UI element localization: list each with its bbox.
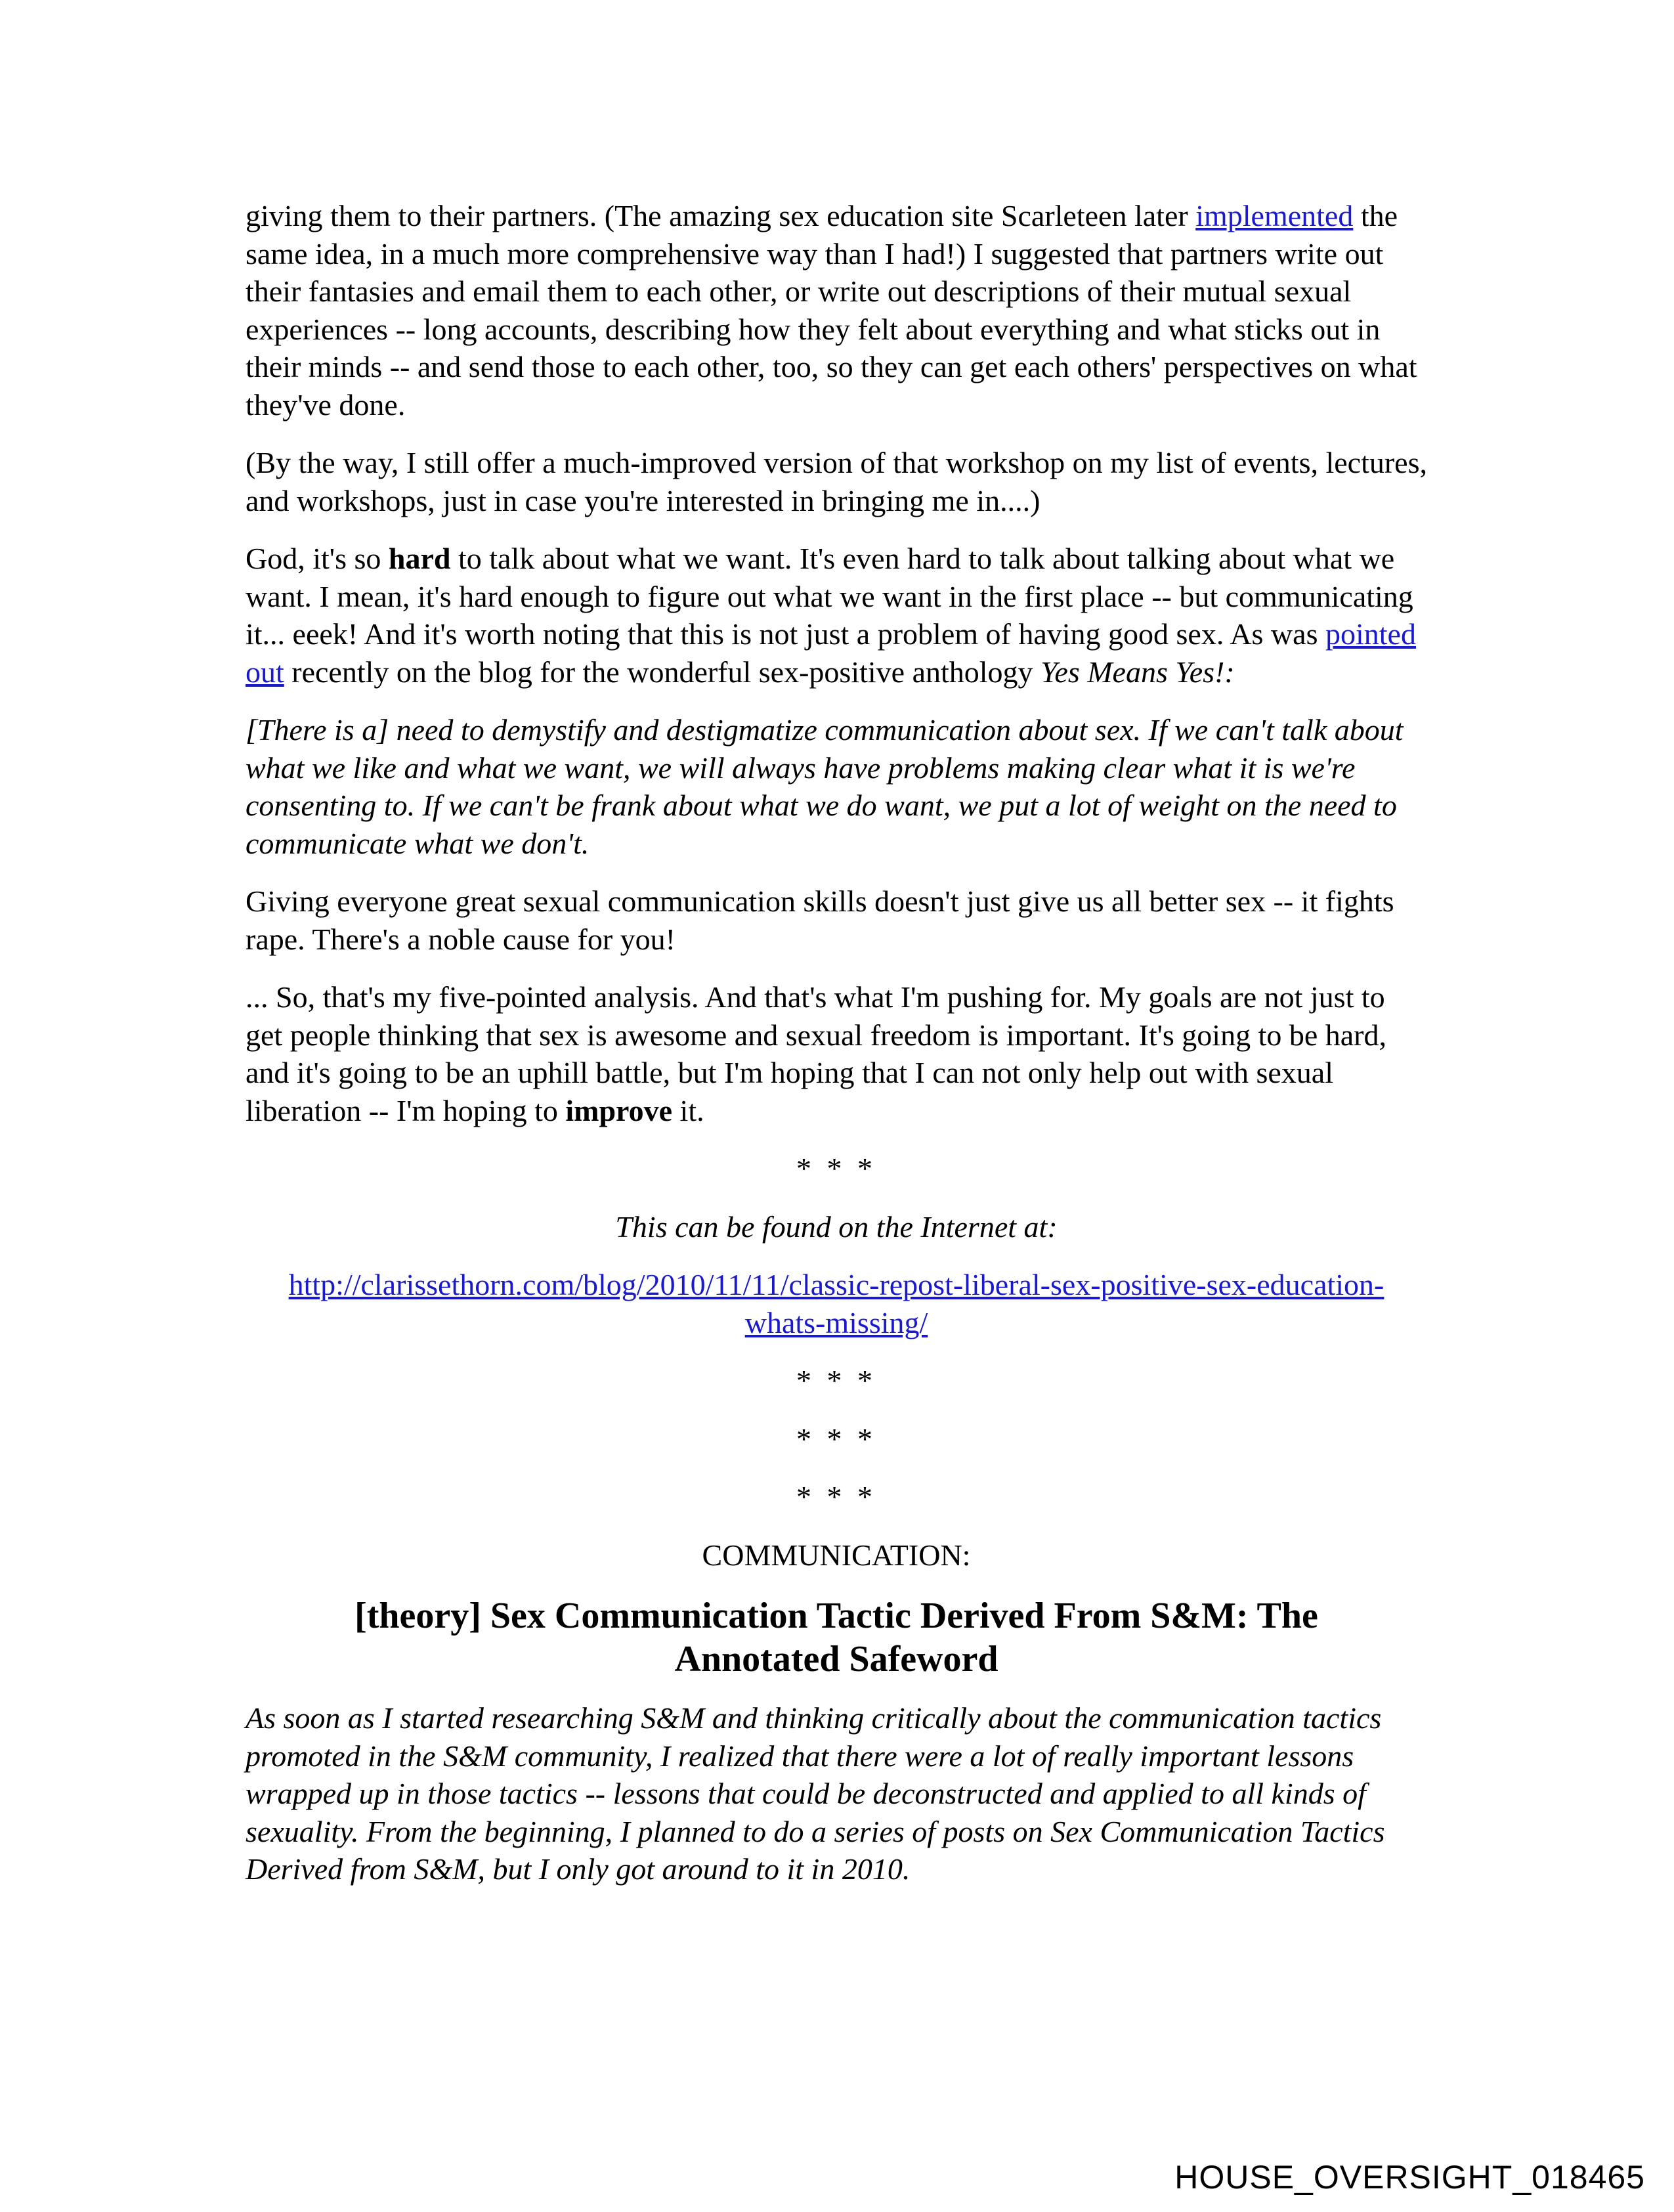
source-intro: This can be found on the Internet at:: [615, 1209, 1058, 1244]
paragraph-text: it.: [672, 1093, 704, 1127]
paragraph-text: God, it's so: [246, 542, 389, 575]
paragraph-text: ... So, that's my five-pointed analysis. And that's what I'm pushing for. My goals are not just to get people thinking that sex is awesome and sexual freedom is important. It's going to be hard, and it's going to be an uphill battle, but I'm hoping that I can not only help out with sexual liberation -- I'm hoping to: [246, 980, 1387, 1127]
document-id-footer: HOUSE_OVERSIGHT_018465: [1174, 2159, 1645, 2196]
paragraph-text: giving them to their partners. (The amazing sex education site Scarleteen later: [246, 199, 1196, 232]
article-intro: As soon as I started researching S&M and thinking critically about the communication tactics promoted in the S&M community, I realized that there were a lot of really important lessons wrapped up in those tactics -- lessons that could be deconstructed and applied to all kinds of sexuality. From the beginning, I planned to do a series of posts on Sex Communication Tactics Derived from S&M, but I only got around to it in 2010.: [246, 1701, 1385, 1886]
block-quote: [There is a] need to demystify and destigmatize communication about sex. If we can't talk about what we like and what we want, we will always have problems making clear what it is we're consenting to. If we can't be frank about what we do want, we put a lot of weight on the need to communicate what we don't.: [246, 713, 1404, 860]
paragraph-analysis: [246, 978, 1427, 1129]
separator: * * *: [796, 1152, 876, 1185]
pointed-out-link[interactable]: pointed out: [246, 617, 1416, 689]
separator: * * *: [796, 1364, 876, 1397]
paragraph-workshop-offer: (By the way, I still offer a much-improved version of that workshop on my list of events, lectures, and workshops, just in case you're interested in bringing me in....): [246, 446, 1427, 517]
separator: * * *: [796, 1421, 876, 1456]
implemented-link[interactable]: implemented: [1195, 199, 1354, 232]
paragraph-hard-to-talk: [246, 540, 1427, 691]
paragraph-text: the same idea, in a much more comprehensive way than I had!) I suggested that partners write out their fantasies and email them to each other, or write out descriptions of their mutual sexual experiences -- long accounts, describing how they felt about everything and what sticks out in their minds -- and send those to each other, too, so they can get each others' perspectives on what they've done.: [246, 199, 1417, 422]
section-label: COMMUNICATION:: [702, 1538, 971, 1572]
bold-emphasis: hard: [388, 542, 451, 575]
source-url-link[interactable]: http://clarissethorn.com/blog/2010/11/11/classic-repost-liberal-sex-positive-sex-education-whats-missing/: [288, 1268, 1384, 1339]
paragraph-fights-rape: Giving everyone great sexual communication skills doesn't just give us all better sex -- it fights rape. There's a noble cause for you!: [246, 884, 1394, 956]
paragraph-text: recently on the blog for the wonderful sex-positive anthology: [284, 655, 1041, 689]
bold-emphasis: improve: [565, 1093, 673, 1127]
separator: * * *: [796, 1480, 876, 1513]
document-page: [246, 197, 1427, 1909]
book-title: Yes Means Yes!:: [1041, 655, 1235, 689]
article-title: [theory] Sex Communication Tactic Derived From S&M: The Annotated Safeword: [354, 1595, 1318, 1680]
source-url-paragraph: [246, 1266, 1427, 1341]
paragraph-text: to talk about what we want. It's even hard to talk about talking about what we want. I mean, it's hard enough to figure out what we want in the first place -- but communicating it... eeek! And it's worth noting that this is not just a problem of having good sex. As was: [246, 542, 1413, 651]
paragraph-workshop-ideas: [246, 197, 1427, 423]
